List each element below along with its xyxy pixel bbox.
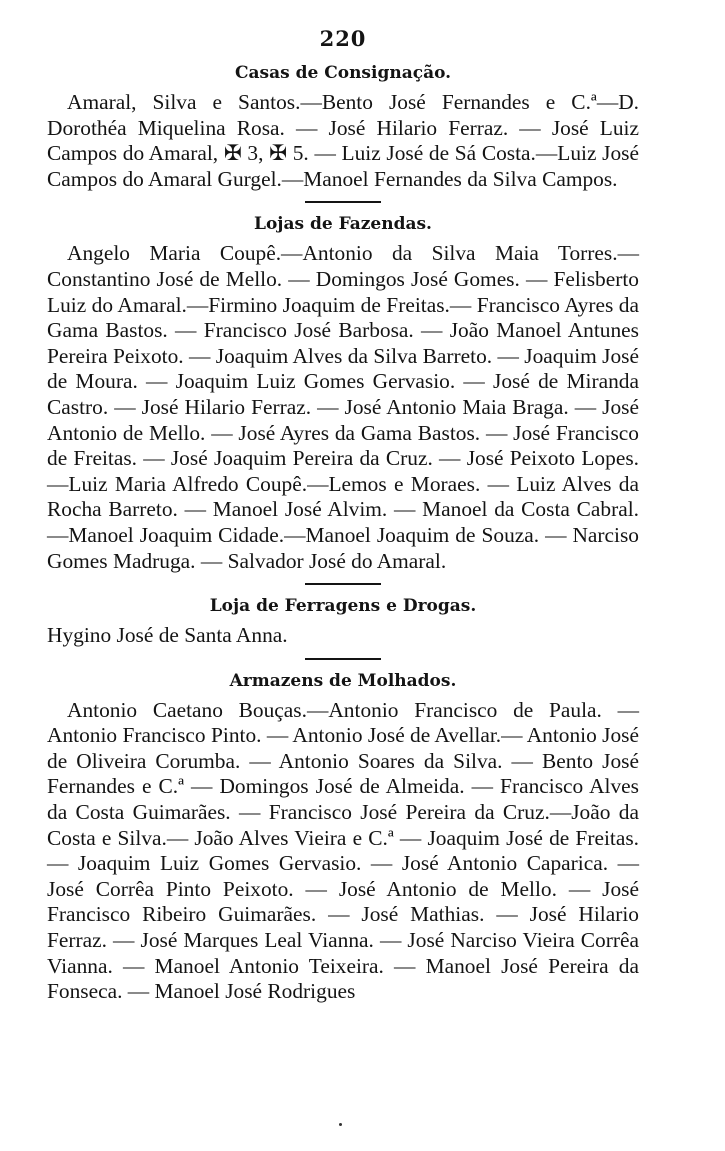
- print-speck: [339, 1123, 342, 1126]
- page-number: 220: [319, 26, 367, 51]
- section-divider: [305, 658, 381, 660]
- section-text-lojas-fazendas: Angelo Maria Coupê.—Antonio da Silva Maia Torres.— Constantino José de Mello. — Domingos José Gomes. — Felisberto Luiz do Amaral.—Firmino Joaquim de Freitas.— Francisco Ayres da Gama Bastos. — Francisco José Barbosa. — João Manoel Antunes Pereira Peixoto. — Joaquim Alves da Silva Barreto. — Joaquim José de Moura. — Joaquim Luiz Gomes Gervasio. — José de Miranda Castro. — José Hilario Ferraz. — José Antonio Maia Braga. — José Antonio de Mello. — José Ayres da Gama Bastos. — José Francisco de Freitas. — José Joaquim Pereira da Cruz. — José Peixoto Lopes.—Luiz Maria Alfredo Coupê.—Lemos e Moraes. — Luiz Alves da Rocha Barreto. — Manoel José Alvim. — Manoel da Costa Cabral. —Manoel Joaquim Cidade.—Manoel Joaquim de Souza. — Narciso Gomes Madruga. — Salvador José do Amaral.: [47, 241, 639, 573]
- section-divider: [305, 201, 381, 203]
- document-page: [47, 24, 639, 1005]
- section-divider: [305, 583, 381, 585]
- section-text-armazens-molhados: Antonio Caetano Bouças.—Antonio Francisco de Paula. — Antonio Francisco Pinto. — Antonio José de Avellar.— Antonio José de Oliveira Corumba. — Antonio Soares da Silva. — Bento José Fernandes e C.ª — Domingos José de Almeida. — Francisco Alves da Costa Guimarães. — Francisco José Pereira da Cruz.—João da Costa e Silva.— João Alves Vieira e C.ª — Joaquim José de Freitas. — Joaquim Luiz Gomes Gervasio. — José Antonio Caparica. — José Corrêa Pinto Peixoto. — José Antonio de Mello. — José Francisco Ribeiro Guimarães. — José Mathias. — José Hilario Ferraz. — José Marques Leal Vianna. — José Narciso Vieira Corrêa Vianna. — Manoel Antonio Teixeira. — Manoel José Pereira da Fonseca. — Manoel José Rodrigues: [47, 697, 639, 1004]
- section-heading-lojas-fazendas: Lojas de Fazendas.: [254, 214, 432, 235]
- section-heading-loja-ferragens: Loja de Ferragens e Drogas.: [209, 596, 477, 617]
- section-heading-casas-consignacao: Casas de Consignação.: [234, 63, 452, 83]
- section-text-casas-consignacao: Amaral, Silva e Santos.—Bento José Fernandes e C.ª—D. Dorothéa Miquelina Rosa. — José Hilario Ferraz. — José Luiz Campos do Amaral, ✠ 3, ✠ 5. — Luiz José de Sá Costa.—Luiz José Campos do Amaral Gurgel.—Manoel Fernandes da Silva Campos.: [47, 90, 639, 191]
- section-heading-armazens-molhados: Armazens de Molhados.: [229, 670, 457, 691]
- section-text-loja-ferragens: Hygino José de Santa Anna.: [47, 623, 288, 648]
